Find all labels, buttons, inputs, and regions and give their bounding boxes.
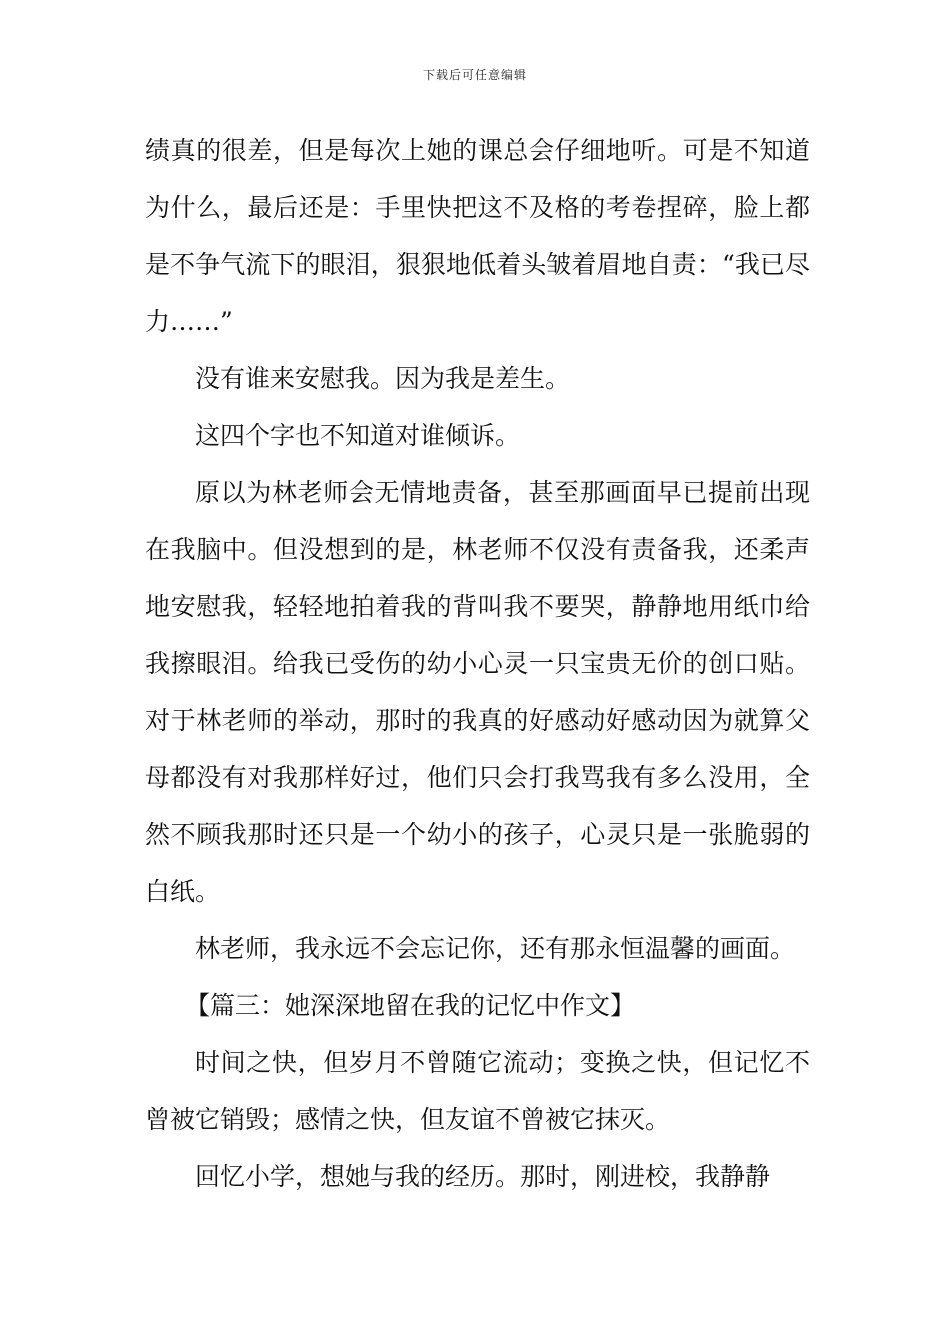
paragraph-3: 这四个字也不知道对谁倾诉。: [195, 421, 521, 450]
document-body: [145, 122, 810, 1205]
paragraph-4: 原以为林老师会无情地责备，甚至那画面早已提前出现在我脑中。但没想到的是，林老师不仅没有责备我，还柔声地安慰我，轻轻地拍着我的背叫我不要哭，静静地用纸巾给我擦眼泪。给我已受伤的幼小心灵一只宝贵无价的创口贴。对于林老师的举动，那时的我真的好感动好感动因为就算父母都没有对我那样好过，他们只会打我骂我有多么没用，全然不顾我那时还只是一个幼小的孩子，心灵只是一张脆弱的白纸。: [145, 478, 810, 906]
section-heading: 【篇三：她深深地留在我的记忆中作文】: [185, 991, 636, 1020]
paragraph-2: 没有谁来安慰我。因为我是差生。: [195, 364, 571, 393]
header-note: 下载后可任意编辑: [422, 68, 527, 82]
paragraph-5: 林老师，我永远不会忘记你，还有那永恒温馨的画面。: [195, 934, 796, 963]
paragraph-6: 时间之快，但岁月不曾随它流动；变换之快，但记忆不曾被它销毁；感情之快，但友谊不曾被它抹灭。: [145, 1048, 810, 1134]
paragraph-7: 回忆小学，想她与我的经历。那时，刚进校，我静静: [195, 1162, 771, 1191]
paragraph-1: 绩真的很差，但是每次上她的课总会仔细地听。可是不知道为什么，最后还是：手里快把这不及格的考卷捏碎，脸上都是不争气流下的眼泪，狠狠地低着头皱着眉地自责：“我已尽力……”: [145, 136, 810, 336]
